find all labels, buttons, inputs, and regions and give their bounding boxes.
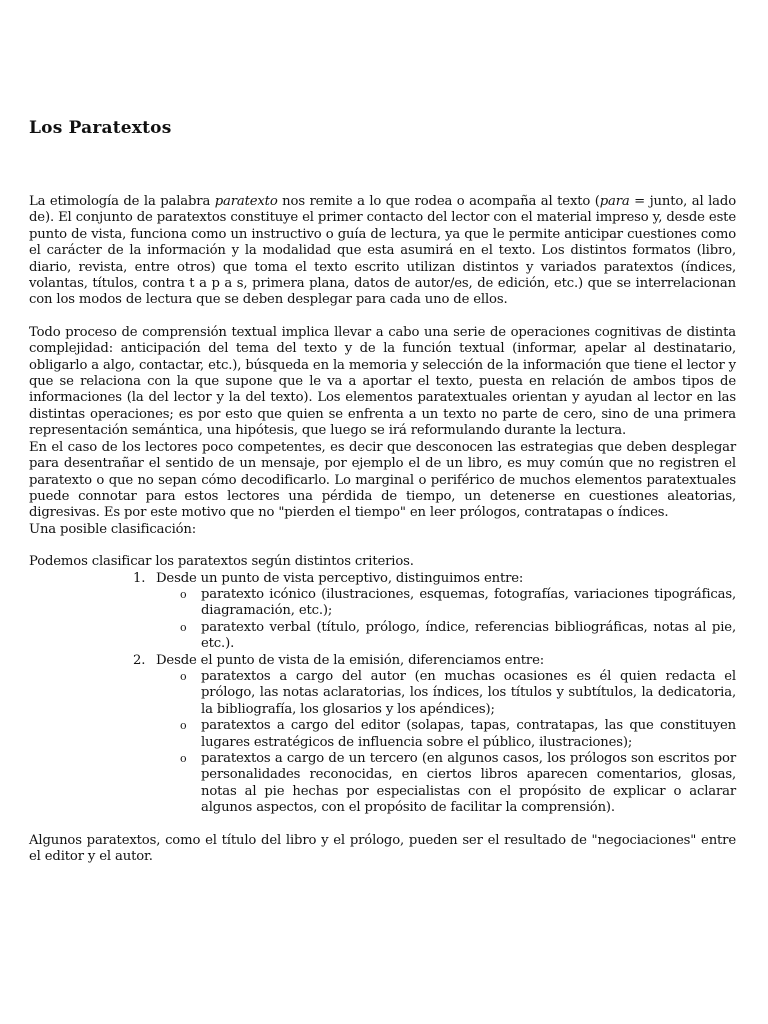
sub-list-item — [29, 587, 736, 620]
sublist-container — [29, 587, 736, 653]
italic-term: paratexto — [214, 194, 278, 209]
paragraph-negociaciones: Algunos paratextos, como el título del libro y el prólogo, pueden ser el resultado de "negociaciones" entre el editor y el autor. — [29, 832, 736, 865]
list-item-text: Desde un punto de vista perceptivo, distinguimos entre: — [156, 570, 524, 586]
sub-list-item-text: paratexto verbal (título, prólogo, índice, referencias bibliográficas, notas al pie, etc.). — [201, 619, 736, 652]
bullet-icon: o — [180, 669, 187, 683]
sub-list-item-text: paratextos a cargo del autor (en muchas ocasiones es él quien redacta el prólogo, las notas aclaratorias, los índices, los títulos y subtítulos, la dedicatoria, la bibliografía, los glosarios y los apéndices); — [201, 668, 736, 717]
sub-list — [29, 587, 736, 653]
sub-list — [29, 669, 736, 817]
sub-list-item — [29, 718, 736, 751]
paragraph-etimologia — [29, 194, 736, 309]
list-number: 2. — [133, 652, 146, 668]
sub-list-item — [29, 669, 736, 718]
page-title: Los Paratextos — [29, 118, 172, 138]
list-item — [29, 653, 736, 669]
sub-list-item — [29, 751, 736, 817]
italic-term: para — [599, 194, 630, 209]
sub-list-item-text: paratextos a cargo de un tercero (en algunos casos, los prólogos son escritos por personalidades reconocidas, en ciertos libros aparecen comentarios, glosas, notas al pie hechas por especialistas con el propósito de explicar o aclarar algunos aspectos, con el propósito de facilitar la comprensión). — [201, 751, 736, 816]
sub-list-item — [29, 620, 736, 653]
classification-list — [29, 571, 736, 817]
sub-list-item-text: paratextos a cargo del editor (solapas, tapas, contratapas, las que constituyen lugares estratégicos de influencia sobre el público, ilustraciones); — [201, 718, 736, 750]
bullet-icon: o — [180, 587, 187, 601]
list-item-text: Desde el punto de vista de la emisión, diferenciamos entre: — [156, 652, 545, 668]
paragraph-clasificacion-heading: Una posible clasificación: — [29, 521, 197, 537]
sublist-container — [29, 669, 736, 817]
paragraph-text: = junto, al lado de). El conjunto de paratextos constituye el primer contacto del lector con el material impreso y, desde este punto de vista, funciona como un instructivo o guía de lectura, ya que le permite anticipar cuestiones como el carácter de la información y la modalidad que esta asumirá en el texto. Los distintos formatos (libro, diario, revista, entre otros) que toma el texto escrito utilizan distintos y variados paratextos (índices, volantas, títulos, contra t a p a s, primera plana, datos de autor/es, de edición, etc.) que se interrelacionan con los modos de lectura que se deben desplegar para cada uno de ellos. — [29, 194, 736, 308]
bullet-icon: o — [180, 752, 187, 765]
paragraph-text: La etimología de la palabra — [29, 194, 215, 209]
sub-list-item-text: paratexto icónico (ilustraciones, esquemas, fotografías, variaciones tipográficas, diagramación, etc.); — [201, 586, 736, 619]
list-number: 1. — [133, 570, 146, 586]
paragraph-lectores: En el caso de los lectores poco competentes, es decir que desconocen las estrategias que deben desplegar para desentrañar el sentido de un mensaje, por ejemplo el de un libro, es muy común que no registren el paratexto o que no sepan cómo decodificarlo. Lo marginal o periférico de muchos elementos paratextuales puede connotar para estos lectores una pérdida de tiempo, un detenerse en cuestiones aleatorias, digresivas. Es por este motivo que no "pierden el tiempo" en leer prólogos, contratapas o índices. — [29, 439, 736, 521]
document-body — [29, 194, 736, 865]
paragraph-comprension: Todo proceso de comprensión textual implica llevar a cabo una serie de operaciones cognitivas de distinta complejidad: anticipación del tema del texto y de la función textual (informar, apelar al destinatario, obligarlo a algo, contactar, etc.), búsqueda en la memoria y selección de la información que tiene el lector y que se relaciona con la que supone que le va a aportar el texto, puesta en relación de ambos tipos de informaciones (la del lector y la del texto). Los elementos paratextuales orientan y ayudan al lector en las distintas operaciones; es por esto que quien se enfrenta a un texto no parte de cero, sino de una primera representación semántica, una hipótesis, que luego se irá reformulando durante la lectura. — [29, 324, 736, 439]
paragraph-criterios: Podemos clasificar los paratextos según distintos criterios. — [29, 554, 414, 570]
bullet-icon: o — [180, 620, 187, 634]
paragraph-text: nos remite a lo que rodea o acompaña al texto ( — [277, 194, 600, 209]
list-item — [29, 571, 736, 587]
bullet-icon: o — [180, 719, 187, 733]
